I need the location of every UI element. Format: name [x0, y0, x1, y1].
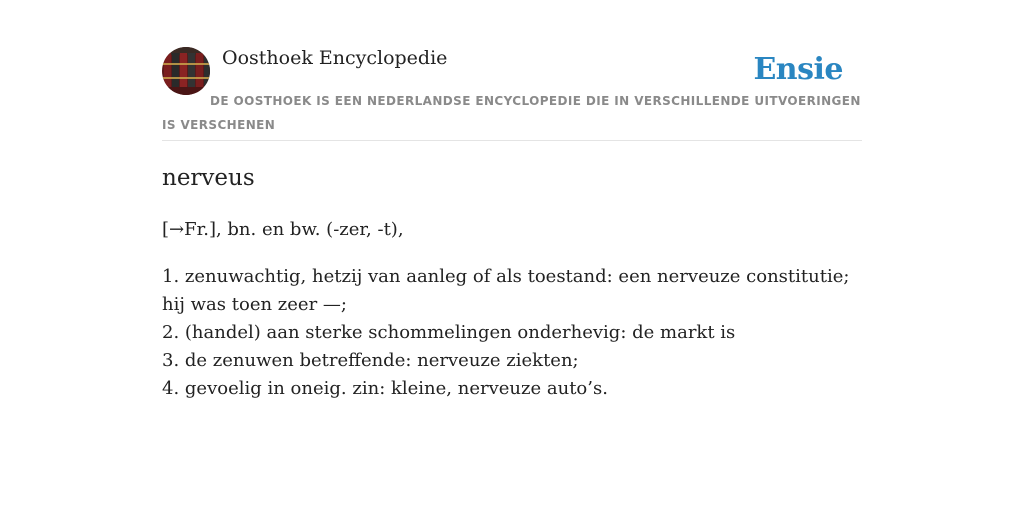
definition-list	[162, 263, 862, 403]
site-title-link[interactable]: Oosthoek Encyclopedie	[222, 47, 448, 69]
definition-item: 1. zenuwachtig, hetzij van aanleg of als toestand: een nerveuze constitutie; hij was toen zeer —;	[162, 266, 850, 315]
site-tagline: DE OOSTHOEK IS EEN NEDERLANDSE ENCYCLOPEDIE DIE IN VERSCHILLENDE UITVOERINGEN IS VERSCHENEN	[162, 94, 861, 132]
entry-content	[162, 160, 862, 403]
definition-item: 4. gevoelig in oneig. zin: kleine, nerveuze auto’s.	[162, 378, 608, 399]
logo-image	[162, 47, 210, 95]
entry-etymology: [→Fr.], bn. en bw. (-zer, -t),	[162, 219, 404, 240]
site-header	[162, 46, 862, 141]
brand-link[interactable]: Ensie	[753, 52, 843, 87]
definition-item: 2. (handel) aan sterke schommelingen onderhevig: de markt is	[162, 322, 736, 343]
definition-item: 3. de zenuwen betreffende: nerveuze ziekten;	[162, 350, 579, 371]
book-spines-logo-icon[interactable]	[162, 47, 210, 95]
entry-headword: nerveus	[162, 165, 255, 191]
